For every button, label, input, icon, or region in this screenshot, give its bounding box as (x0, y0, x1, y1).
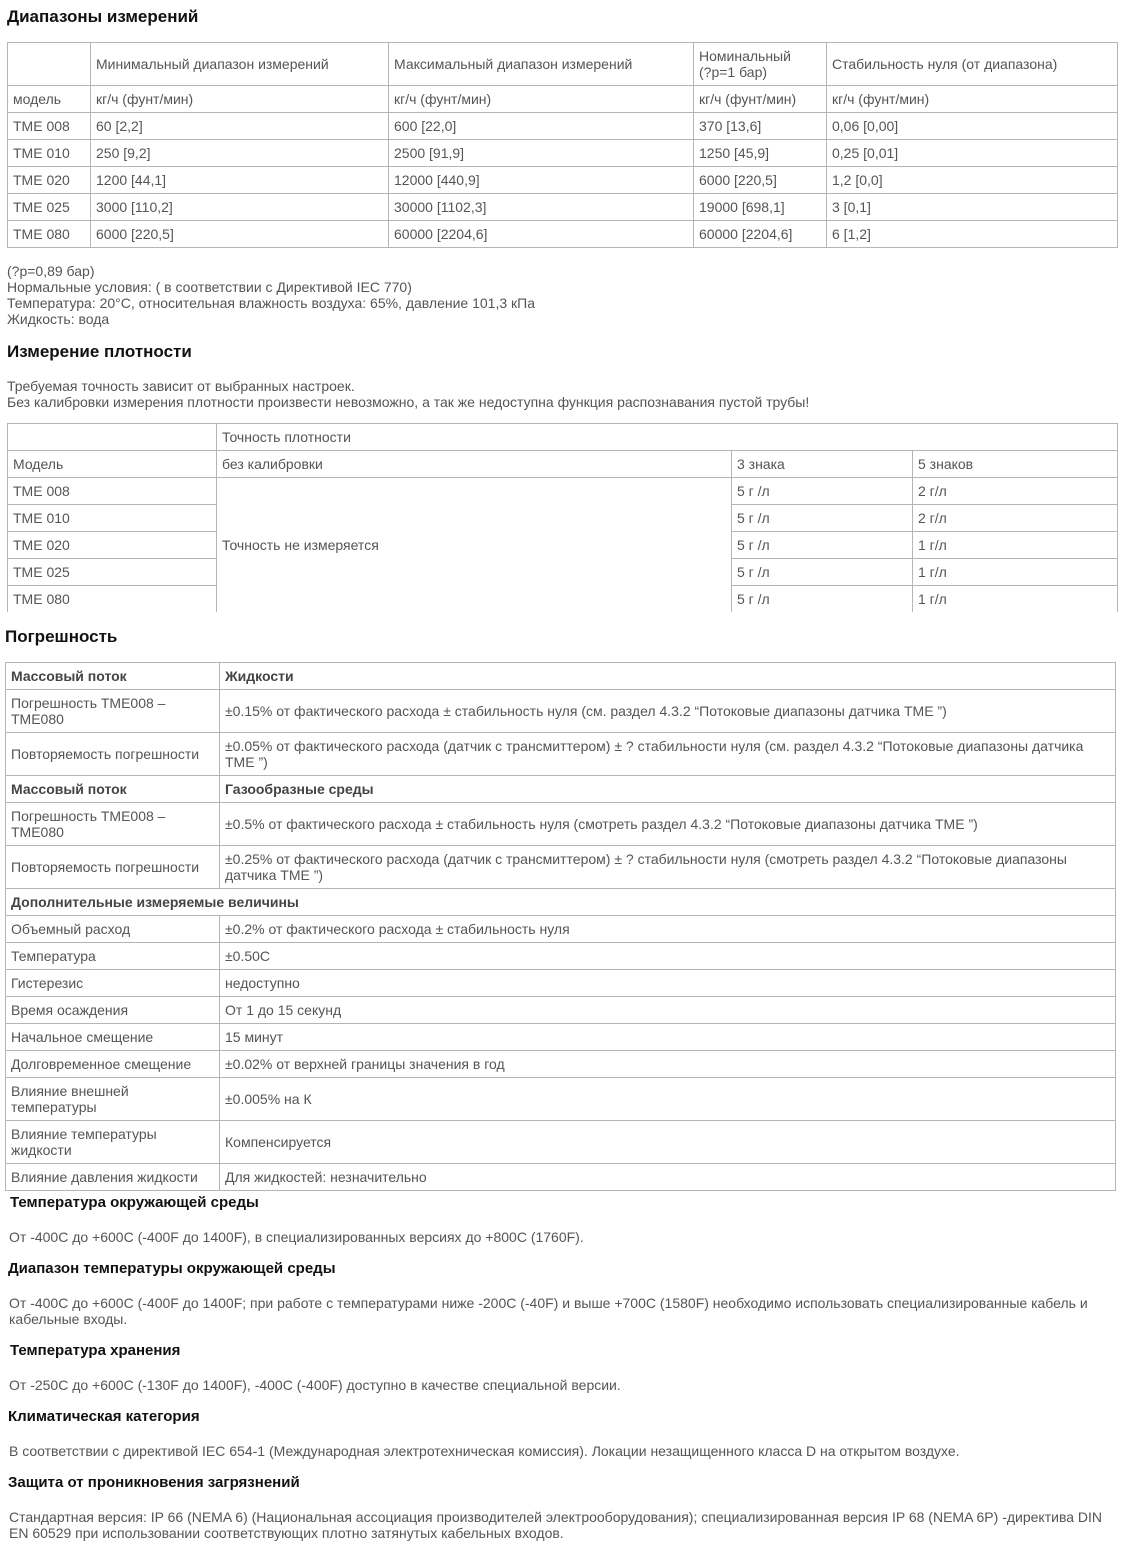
section-title: Температура хранения (10, 1342, 181, 1359)
table-cell: Время осаждения (6, 997, 220, 1024)
table-group-header-row (8, 424, 1118, 451)
table-cell: ±0.25% от фактического расхода (датчик с трансмиттером) ± ? стабильности нуля (смотреть раздел 4.3.2 “Потоковые диапазоны датчика TME ”) (220, 846, 1116, 889)
table-cell: Влияние температуры жидкости (6, 1121, 220, 1164)
density-intro (7, 378, 809, 410)
table-cell: недоступно (220, 970, 1116, 997)
table-cell: TME 008 (8, 113, 91, 140)
table-cell: 19000 [698,1] (694, 194, 827, 221)
table-cell: TME 010 (8, 140, 91, 167)
header-cell (8, 43, 91, 86)
accuracy-table (5, 662, 1116, 1191)
table-cell: 3000 [110,2] (91, 194, 389, 221)
table-cell: 370 [13,6] (694, 113, 827, 140)
table-cell: Долговременное смещение (6, 1051, 220, 1078)
table-cell: TME 008 (8, 478, 217, 505)
section-title: Диапазон температуры окружающей среды (8, 1260, 336, 1277)
intro-line: Без калибровки измерения плотности произвести невозможно, а так же недоступна функция распознавания пустой трубы! (7, 394, 810, 410)
note-line: Температура: 20°C, относительная влажность воздуха: 65%, давление 101,3 кПа (7, 295, 535, 311)
header-cell: Массовый поток (6, 663, 220, 690)
table-cell: 60000 [2204,6] (389, 221, 694, 248)
table-cell: Для жидкостей: незначительно (220, 1164, 1116, 1191)
table-cell (8, 424, 217, 451)
header-cell: Максимальный диапазон измерений (389, 43, 694, 86)
table-cell: TME 025 (8, 194, 91, 221)
table-cell: 2 г/л (913, 505, 1118, 532)
table-header-row (6, 663, 1116, 690)
ranges-notes (7, 263, 535, 327)
table-row (6, 1121, 1116, 1164)
table-cell: 2500 [91,9] (389, 140, 694, 167)
merged-cell: Точность не измеряется (217, 478, 732, 613)
table-cell: Температура (6, 943, 220, 970)
table-cell: От 1 до 15 секунд (220, 997, 1116, 1024)
table-row (8, 140, 1118, 167)
table-cell: 600 [22,0] (389, 113, 694, 140)
table-row (6, 997, 1116, 1024)
table-cell: 6 [1,2] (827, 221, 1118, 248)
table-cell: TME 025 (8, 559, 217, 586)
unit-cell: кг/ч (фунт/мин) (91, 86, 389, 113)
table-cell: 6000 [220,5] (91, 221, 389, 248)
header-cell: Модель (8, 451, 217, 478)
table-cell: 5 г /л (732, 559, 913, 586)
section-text: От -400С до +600С (-400F до 1400F), в специализированных версиях до +800С (1760F). (9, 1229, 584, 1245)
header-cell: Минимальный диапазон измерений (91, 43, 389, 86)
section-text: От -400С до +600С (-400F до 1400F; при работе с температурами ниже -200С (-40F) и выше +700С (1580F) необходимо использовать специализированные кабель и кабельные входы. (9, 1295, 1088, 1327)
table-cell: Влияние внешней температуры (6, 1078, 220, 1121)
table-cell: 3 [0,1] (827, 194, 1118, 221)
table-cell: Погрешность TME008 – TME080 (6, 690, 220, 733)
table-cell: Повторяемость погрешности (6, 846, 220, 889)
table-units-row (8, 86, 1118, 113)
table-cell: Объемный расход (6, 916, 220, 943)
table-row (6, 846, 1116, 889)
table-cell: TME 080 (8, 221, 91, 248)
table-cell: 250 [9,2] (91, 140, 389, 167)
table-cell: 60000 [2204,6] (694, 221, 827, 248)
note-line: Жидкость: вода (7, 311, 110, 327)
section-text: От -250С до +600С (-130F до 1400F), -400С (-400F) доступно в качестве специальной версии. (9, 1377, 621, 1393)
table-cell: ±0.15% от фактического расхода ± стабильность нуля (см. раздел 4.3.2 “Потоковые диапазоны датчика TME ”) (220, 690, 1116, 733)
header-cell: Жидкости (220, 663, 1116, 690)
table-cell: Влияние давления жидкости (6, 1164, 220, 1191)
table-cell: TME 020 (8, 532, 217, 559)
section-title: Защита от проникновения загрязнений (8, 1474, 300, 1491)
accuracy-title: Погрешность (5, 627, 118, 646)
header-cell: Номинальный (?p=1 бар) (694, 43, 827, 86)
section-text: В соответствии с директивой IEC 654-1 (Международная электротехническая комиссия). Локации незащищенного класса D на открытом воздухе. (9, 1443, 960, 1459)
table-cell: 6000 [220,5] (694, 167, 827, 194)
table-header-row (8, 43, 1118, 86)
header-cell: 3 знака (732, 451, 913, 478)
section-title: Климатическая категория (8, 1408, 200, 1425)
table-cell: 5 г /л (732, 478, 913, 505)
header-cell: Массовый поток (6, 776, 220, 803)
table-cell: ±0.50C (220, 943, 1116, 970)
table-row (8, 221, 1118, 248)
table-header-row (8, 451, 1118, 478)
note-line: (?p=0,89 бар) (7, 263, 95, 279)
table-cell: Гистерезис (6, 970, 220, 997)
density-table (7, 423, 1118, 612)
ranges-title: Диапазоны измерений (7, 7, 199, 26)
group-header-cell: Точность плотности (217, 424, 1118, 451)
section-title: Температура окружающей среды (10, 1194, 259, 1211)
table-cell: 1 г/л (913, 532, 1118, 559)
table-cell: 2 г/л (913, 478, 1118, 505)
ranges-table (7, 42, 1118, 248)
table-row (6, 733, 1116, 776)
table-cell: 0,25 [0,01] (827, 140, 1118, 167)
table-cell: ±0.5% от фактического расхода ± стабильность нуля (смотреть раздел 4.3.2 “Потоковые диапазоны датчика TME ”) (220, 803, 1116, 846)
table-row (6, 690, 1116, 733)
table-cell: 30000 [1102,3] (389, 194, 694, 221)
unit-cell: кг/ч (фунт/мин) (827, 86, 1118, 113)
table-cell: TME 010 (8, 505, 217, 532)
table-row (6, 803, 1116, 846)
section-text: Стандартная версия: IP 66 (NEMA 6) (Национальная ассоциация производителей электрооборудования); специализированная версия IP 68 (NEMA 6P) -директива DIN EN 60529 при использовании соответствующих плотно затянутых кабельных входов. (9, 1509, 1103, 1541)
table-row (8, 478, 1118, 505)
table-header-row (6, 889, 1116, 916)
table-header-row (6, 776, 1116, 803)
table-cell: 1 г/л (913, 586, 1118, 613)
table-cell: Компенсируется (220, 1121, 1116, 1164)
header-cell: Дополнительные измеряемые величины (6, 889, 1116, 916)
unit-cell: кг/ч (фунт/мин) (694, 86, 827, 113)
table-cell: TME 020 (8, 167, 91, 194)
table-cell: Погрешность TME008 – TME080 (6, 803, 220, 846)
table-cell: 1200 [44,1] (91, 167, 389, 194)
intro-line: Требуемая точность зависит от выбранных настроек. (7, 378, 355, 394)
unit-cell: модель (8, 86, 91, 113)
table-cell: ±0.005% на К (220, 1078, 1116, 1121)
header-cell: без калибровки (217, 451, 732, 478)
table-row (6, 970, 1116, 997)
table-cell: 15 минут (220, 1024, 1116, 1051)
table-cell: Начальное смещение (6, 1024, 220, 1051)
table-cell: 5 г /л (732, 505, 913, 532)
table-cell: 1250 [45,9] (694, 140, 827, 167)
table-cell: 12000 [440,9] (389, 167, 694, 194)
table-row (6, 1164, 1116, 1191)
table-cell: 1 г/л (913, 559, 1118, 586)
unit-cell: кг/ч (фунт/мин) (389, 86, 694, 113)
table-cell: ±0.02% от верхней границы значения в год (220, 1051, 1116, 1078)
header-cell: Газообразные среды (220, 776, 1116, 803)
table-cell: 60 [2,2] (91, 113, 389, 140)
table-row (6, 1078, 1116, 1121)
table-cell: 5 г /л (732, 532, 913, 559)
table-row (6, 1051, 1116, 1078)
table-row (6, 1024, 1116, 1051)
header-cell: 5 знаков (913, 451, 1118, 478)
density-title: Измерение плотности (7, 342, 192, 361)
table-cell: 1,2 [0,0] (827, 167, 1118, 194)
density-table-clip (7, 423, 1118, 612)
header-cell: Стабильность нуля (от диапазона) (827, 43, 1118, 86)
table-cell: ±0.2% от фактического расхода ± стабильность нуля (220, 916, 1116, 943)
table-cell: ±0.05% от фактического расхода (датчик с трансмиттером) ± ? стабильности нуля (см. раздел 4.3.2 “Потоковые диапазоны датчика TME ”) (220, 733, 1116, 776)
table-cell: TME 080 (8, 586, 217, 613)
table-row (8, 113, 1118, 140)
table-row (8, 194, 1118, 221)
table-row (6, 916, 1116, 943)
table-cell: 5 г /л (732, 586, 913, 613)
table-cell: 0,06 [0,00] (827, 113, 1118, 140)
table-row (8, 167, 1118, 194)
table-cell: Повторяемость погрешности (6, 733, 220, 776)
note-line: Нормальные условия: ( в соответствии с Директивой IEC 770) (7, 279, 412, 295)
table-row (6, 943, 1116, 970)
